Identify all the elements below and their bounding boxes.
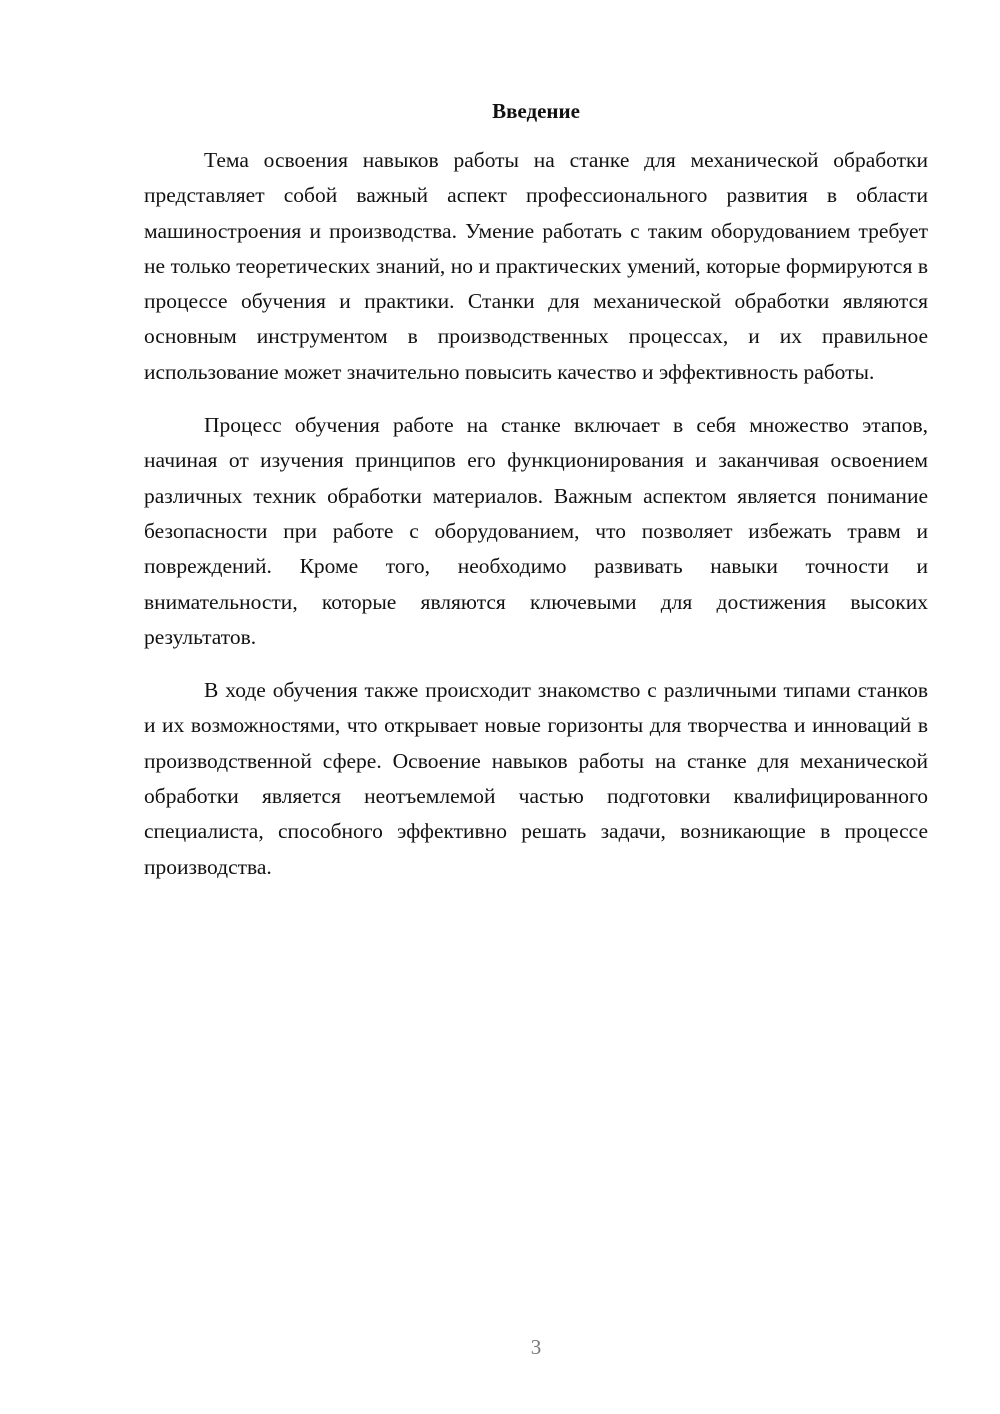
paragraph-2: Процесс обучения работе на станке включает в себя множество этапов, начиная от изучения принципов его функционирования и заканчивая освоением различных техник обработки материалов. Важным аспектом является понимание безопасности при работе с оборудованием, что позволяет избежать травм и повреждений. Кроме того, необходимо развивать навыки точности и внимательности, которые являются ключевыми для достижения высоких результатов. xyxy=(144,413,928,649)
paragraph-1: Тема освоения навыков работы на станке для механической обработки представляет собой важный аспект профессионального развития в области машиностроения и производства. Умение работать с таким оборудованием требует не только теоретических знаний, но и практических умений, которые формируются в процессе обучения и практики. Станки для механической обработки являются основным инструментом в производственных процессах, и их правильное использование может значительно повысить качество и эффективность работы. xyxy=(144,148,928,384)
page-content xyxy=(144,96,928,903)
section-title: Введение xyxy=(492,99,580,123)
page-number: 3 xyxy=(530,1335,542,1359)
paragraph-3: В ходе обучения также происходит знакомство с различными типами станков и их возможностями, что открывает новые горизонты для творчества и инноваций в производственной сфере. Освоение навыков работы на станке для механической обработки является неотъемлемой частью подготовки квалифицированного специалиста, способного эффективно решать задачи, возникающие в процессе производства. xyxy=(144,678,928,879)
